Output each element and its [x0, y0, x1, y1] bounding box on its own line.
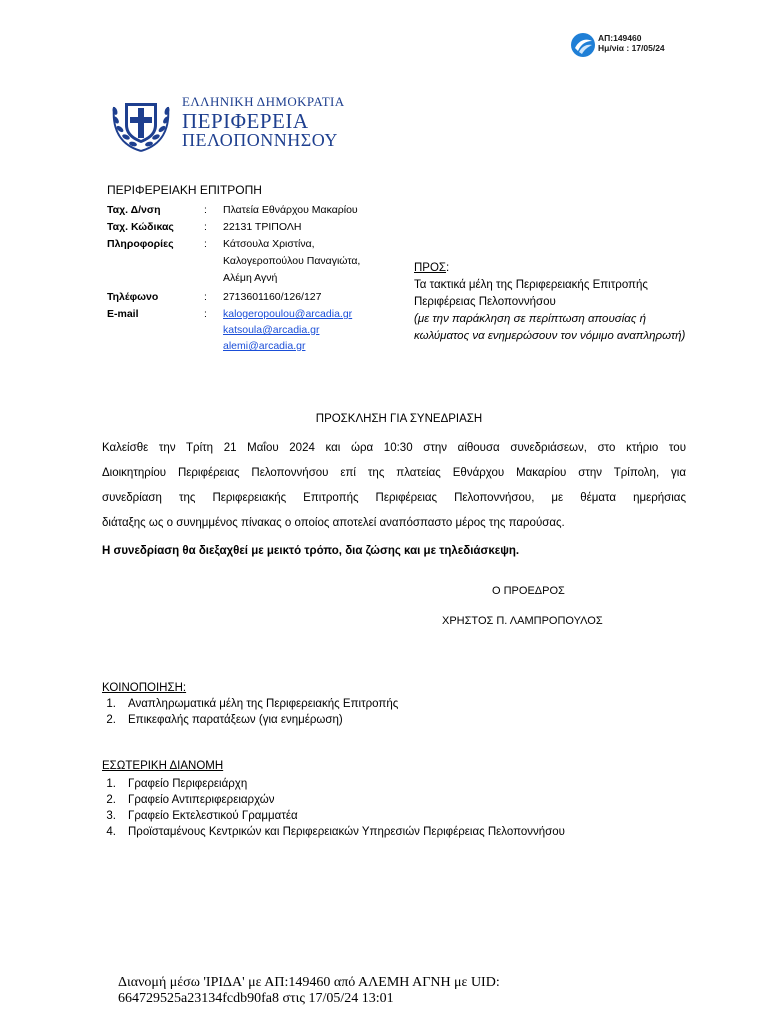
- list-number: 3.: [106, 810, 116, 822]
- invitation-body: [102, 436, 686, 536]
- postcode-value: 22131 ΤΡΙΠΟΛΗ: [223, 221, 302, 233]
- list-number: 4.: [106, 826, 116, 838]
- president-title: Ο ΠΡΟΕΔΡΟΣ: [492, 585, 565, 597]
- colon: :: [204, 308, 207, 320]
- region-title-line1: ΠΕΡΙΦΕΡΕΙΑ: [182, 109, 309, 133]
- contact-name: Καλογεροπούλου Παναγιώτα,: [223, 255, 361, 267]
- contact-name: Αλέμη Αγνή: [223, 272, 278, 284]
- notification-list: [102, 696, 398, 728]
- body-line: συνεδρίαση της Περιφερειακής Επιτροπής Περιφέρειας Πελοποννήσου, με θέματα ημερήσιας: [102, 492, 686, 504]
- list-item: [102, 792, 565, 808]
- invitation-title: ΠΡΟΣΚΛΗΣΗ ΓΙΑ ΣΥΝΕΔΡΙΑΣΗ: [315, 413, 483, 425]
- list-item: [102, 776, 565, 792]
- contacts-list: [223, 236, 360, 287]
- body-line: Διοικητηρίου Περιφέρειας Πελοποννήσου επί της πλατείας Εθνάρχου Μακαρίου στην Τρίπολη, για: [102, 467, 686, 479]
- list-text: Επικεφαλής παρατάξεων (για ενημέρωση): [128, 714, 343, 726]
- committee-title: ΠΕΡΙΦΕΡΕΙΑΚΗ ΕΠΙΤΡΟΠΗ: [107, 183, 262, 197]
- email-link-kalogeropoulou[interactable]: kalogeropoulou@arcadia.gr: [223, 308, 353, 320]
- list-text: Γραφείο Εκτελεστικού Γραμματέα: [128, 810, 298, 822]
- email-link-katsoula[interactable]: katsoula@arcadia.gr: [223, 324, 320, 336]
- recipients-block: [414, 260, 714, 345]
- list-text: Γραφείο Περιφερειάρχη: [128, 778, 248, 790]
- phone-value: 2713601160/126/127: [223, 291, 322, 303]
- list-number: 2.: [106, 794, 116, 806]
- hybrid-meeting-note: Η συνεδρίαση θα διεξαχθεί με μεικτό τρόπο, δια ζώσης και με τηλεδιάσκεψη.: [102, 545, 520, 557]
- colon: :: [204, 221, 207, 233]
- list-item: [102, 824, 565, 840]
- body-line: Καλείσθε την Τρίτη 21 Μαΐου 2024 και ώρα 10:30 στην αίθουσα συνεδριάσεων, στο κτήριο του: [102, 442, 686, 454]
- list-item: [102, 696, 398, 712]
- recipients-line1: Τα τακτικά μέλη της Περιφερειακής Επιτροπής: [414, 279, 648, 291]
- colon: :: [204, 291, 207, 303]
- colon: :: [204, 204, 207, 216]
- colon: :: [204, 238, 207, 250]
- stamp-date: Ημ/νία : 17/05/24: [598, 43, 665, 53]
- address-label: Ταχ. Δ/νση: [107, 204, 161, 216]
- body-line: διάταξης ως ο συνημμένος πίνακας ο οποίος αποτελεί αναπόσπαστο μέρος της παρούσας.: [102, 517, 565, 529]
- notification-title: [102, 682, 186, 694]
- list-text: Προϊσταμένους Κεντρικών και Περιφερειακών Υπηρεσιών Περιφέρειας Πελοποννήσου: [128, 826, 565, 838]
- email-list: [223, 306, 352, 354]
- distribution-footer: [118, 975, 500, 1007]
- republic-title: ΕΛΛΗΝΙΚΗ ΔΗΜΟΚΡΑΤΙΑ: [182, 94, 345, 109]
- list-text: Αναπληρωματικά μέλη της Περιφερειακής Επιτροπής: [128, 698, 399, 710]
- recipients-note: (με την παράκληση σε περίπτωση απουσίας ή κωλύματος να ενημερώσουν τον νόμιμο αναπληρωτή): [414, 313, 686, 342]
- notification-title-text: ΚΟΙΝΟΠΟΙΗΣΗ: [102, 682, 183, 694]
- internal-distribution-title: ΕΣΩΤΕΡΙΚΗ ΔΙΑΝΟΜΗ: [102, 760, 224, 772]
- internal-distribution-list: [102, 776, 565, 840]
- list-text: Γραφείο Αντιπεριφερειαρχών: [128, 794, 275, 806]
- contacts-label: Πληροφορίες: [107, 238, 174, 250]
- address-value: Πλατεία Εθνάρχου Μακαρίου: [223, 204, 358, 216]
- list-number: 1.: [106, 698, 116, 710]
- recipients-label: ΠΡΟΣ: [414, 262, 447, 274]
- postcode-label: Ταχ. Κώδικας: [107, 221, 174, 233]
- list-item: [102, 712, 398, 728]
- footer-line2: 664729525a23134fcdb90fa8 στις 17/05/24 13:01: [118, 991, 394, 1006]
- notification-colon: :: [182, 682, 187, 694]
- phone-label: Τηλέφωνο: [107, 291, 159, 303]
- email-label: E-mail: [107, 308, 139, 320]
- email-link-alemi[interactable]: alemi@arcadia.gr: [223, 340, 306, 352]
- iris-logo-icon: [570, 32, 596, 58]
- recipients-colon: :: [446, 262, 450, 274]
- list-number: 2.: [106, 714, 116, 726]
- recipients-line2: Περιφέρειας Πελοποννήσου: [414, 296, 556, 308]
- list-number: 1.: [106, 778, 116, 790]
- president-name: ΧΡΗΣΤΟΣ Π. ΛΑΜΠΡΟΠΟΥΛΟΣ: [442, 615, 603, 627]
- footer-line1: Διανομή μέσω 'ΙΡΙΔΑ' με ΑΠ:149460 από ΑΛΕΜΗ ΑΓΝΗ με UID:: [118, 975, 500, 990]
- greek-coat-of-arms-icon: [108, 89, 174, 155]
- list-item: [102, 808, 565, 824]
- stamp-protocol: ΑΠ:149460: [598, 33, 642, 43]
- contact-name: Κάτσουλα Χριστίνα,: [223, 238, 315, 250]
- region-title-line2: ΠΕΛΟΠΟΝΝΗΣΟΥ: [182, 130, 338, 150]
